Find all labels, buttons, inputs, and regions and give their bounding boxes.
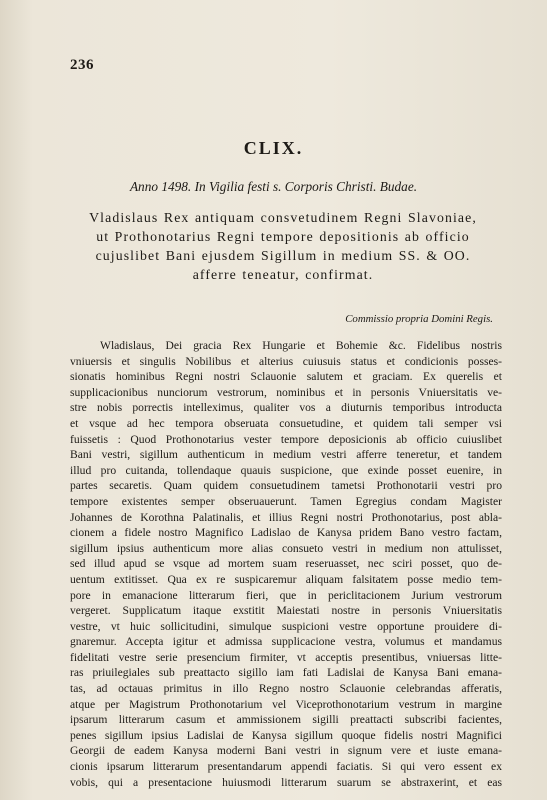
body-line: fuissetis : Quod Prothonotarius vester tempore deposicionis ab officio cuiuslibet bbox=[70, 432, 502, 446]
page-number: 236 bbox=[70, 57, 94, 73]
body-line: illud pro cuitanda, tollendaque quauis suspicione, que exinde posset euenire, in bbox=[70, 463, 502, 477]
body-line: atque per Magistrum Prothonotarium vel Viceprothonotarium vestrum in margine bbox=[70, 697, 502, 711]
body-line: fidelitati vestre serie presencium firmiter, vt acceptis presentibus, vniuersas litte- bbox=[70, 650, 502, 664]
commission-note: Commissio propria Domini Regis. bbox=[345, 313, 493, 325]
body-line: tas, ad octauas primitus in illo Regno nostro Sclauonie celebrandas afferatis, bbox=[70, 682, 502, 696]
body-line: sed illud apud se vsque ad mortem suam reseruasset, nec sciri posset, quo de- bbox=[70, 557, 502, 571]
body-line: gnaremur. Accepta igitur et admissa supplicacione vestra, volumus et mandamus bbox=[70, 635, 502, 649]
body-line: vobis, qui a presentacione huiusmodi litterarum suarum se abstraxerint, et eas bbox=[70, 775, 502, 789]
body-line: cionem a fidele nostro Magnifico Ladislao de Kanysa pridem Bano vestro factam, bbox=[70, 526, 502, 540]
body-line: tempore existentes semper obseruauerunt. Tamen Egregius condam Magister bbox=[70, 494, 502, 508]
document-summary bbox=[68, 208, 498, 284]
body-line: ras priuilegiales sub preattacto sigillo iam fati Ladislai de Kanysa Bani emana- bbox=[70, 666, 502, 680]
summary-line: Vladislaus Rex antiquam consvetudinem Regni Slavoniae, bbox=[89, 210, 477, 225]
summary-line: ut Prothonotarius Regni tempore depositionis ab officio bbox=[96, 229, 470, 244]
body-line: supplicacionibus nunciorum vestrorum, nominibus et in personis Vniuersitatis ve- bbox=[70, 385, 502, 399]
body-line: vniuersis et singulis Nobilibus et alterius cuiusuis status et condicionis posses- bbox=[70, 354, 502, 368]
body-line: Wladislaus, Dei gracia Rex Hungarie et Bohemie &c. Fidelibus nostris bbox=[100, 339, 502, 352]
summary-line: cujuslibet Bani ejusdem Sigillum in medium SS. & OO. bbox=[95, 248, 471, 263]
summary-line: afferre teneatur, confirmat. bbox=[192, 267, 374, 282]
body-line: partes secaretis. Quam quidem consuetudinem tametsi Prothonotarii vestri pro bbox=[70, 479, 502, 493]
body-line: pore in emanacione litterarum fieri, que in periclitacionem Jurium vestrorum bbox=[70, 588, 502, 602]
body-line: Johannes de Korothna Palatinalis, et illius Regni nostri Prothonotarius, post abla- bbox=[70, 510, 502, 524]
document-number-heading: CLIX. bbox=[243, 138, 304, 158]
body-line: stre nobis porrectis intelleximus, qualiter vos a diuturnis temporibus introducta bbox=[70, 401, 502, 415]
body-line: Georgii de eadem Kanysa moderni Bani vestri in signum vere et iuste emana- bbox=[70, 744, 502, 758]
body-line: ipsarum litterarum casum et ammissionem sigilli preattacti subscribi facientes, bbox=[70, 713, 502, 727]
body-line: cionis ipsarum litterarum presentandarum appendi faciatis. Si qui vero essent ex bbox=[70, 760, 502, 774]
body-line: vergeret. Supplicatum itaque exstitit Maiestati nostre in personis Vniuersitatis bbox=[70, 604, 502, 618]
body-line: vestre, vt huic sollicitudini, simulque suspicioni vestre opportune prouidere di- bbox=[70, 619, 502, 633]
body-line: Bani vestri, sigillum authenticum in medium vestri afferre teneretur, et tandem bbox=[70, 448, 502, 462]
dateline: Anno 1498. In Vigilia festi s. Corporis Christi. Budae. bbox=[129, 179, 418, 194]
charter-body-text bbox=[70, 338, 502, 790]
body-line: sionatis hominibus Regni nostri Sclauonie salutem et graciam. Ex querelis et bbox=[70, 370, 502, 384]
body-line: sigillum ipsius authenticum more alias consueto vestri in medium non attulisset, bbox=[70, 541, 502, 555]
body-line: uentum extitisset. Qua ex re suspicaremur aliquam falsitatem posse medio tem- bbox=[70, 572, 502, 586]
body-line: penes sigillum ipsius Ladislai de Kanysa sigillum quoque fidelis nostri Magnifici bbox=[70, 728, 502, 742]
body-line: et vsque ad hec tempora obseruata consuetudine, et quidem tali semper vsi bbox=[70, 416, 502, 430]
